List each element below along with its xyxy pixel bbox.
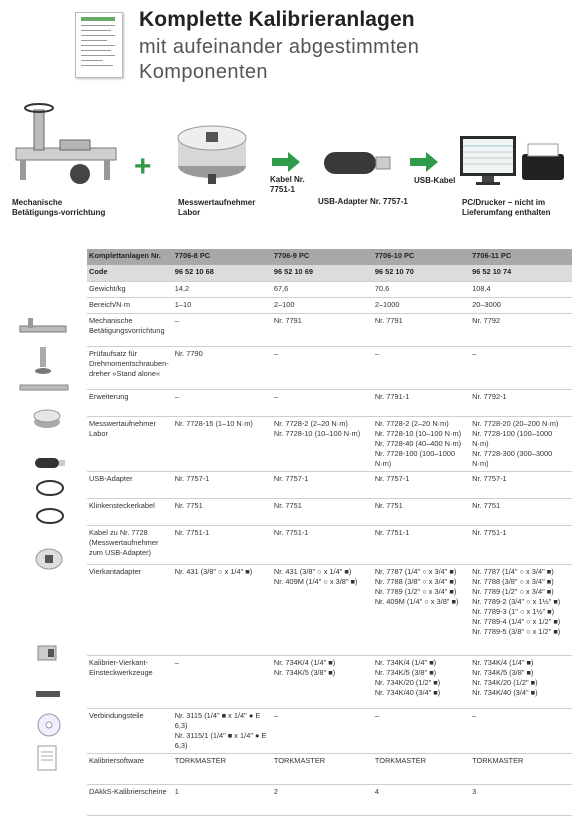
plus-icon: + (134, 150, 152, 183)
row-label: Vierkantadapter (87, 565, 173, 656)
row-cell: Nr. 7790 (173, 347, 272, 390)
row-cell: Nr. 431 (3/8" ○ x 1/4" ■) (173, 565, 272, 656)
cable-icon-2 (34, 506, 66, 526)
row-cell: – (173, 656, 272, 709)
row-cell: Nr. 7751 (173, 499, 272, 526)
adapter-icon (34, 546, 64, 572)
code-cell: 96 52 10 70 (373, 265, 470, 282)
table-row (87, 472, 572, 499)
row-cell: Nr. 7751-1 (373, 526, 470, 565)
header-cell: 7706-9 PC (272, 249, 373, 265)
row-cell: Nr. 7751-1 (470, 526, 572, 565)
label-pc: PC/Drucker – nicht im Lieferumfang enthalten (462, 198, 551, 217)
table-row (87, 390, 572, 417)
row-cell: Nr. 431 (3/8" ○ x 1/4" ■) Nr. 409M (1/4" ○ x 3/8" ■) (272, 565, 373, 656)
row-cell: TORKMASTER (470, 754, 572, 785)
page-subtitle-line1: mit aufeinander abgestimmten (139, 36, 420, 58)
transducer-row-icon (32, 406, 62, 432)
row-cell: Nr. 734K/4 (1/4" ■) Nr. 734K/5 (3/8" ■) Nr. 734K/20 (1/2" ■) Nr. 734K/40 (3/4" ■) (373, 656, 470, 709)
row-label: Bereich/N·m (87, 298, 173, 314)
row-cell: Nr. 7728-15 (1–10 N·m) (173, 417, 272, 472)
usb-adapter-icon (320, 148, 392, 178)
row-cell: Nr. 7728-2 (2–20 N·m) Nr. 7728-10 (10–100 N·m) Nr. 7728-40 (40–400 N·m) Nr. 7728-100 (100–1000 N·m) (373, 417, 470, 472)
row-cell: – (373, 709, 470, 754)
code-cell: 96 52 10 74 (470, 265, 572, 282)
row-label: Mechanische Betätigungsvorrichtung (87, 314, 173, 347)
fixture-icon (10, 100, 122, 190)
table-header-row (87, 249, 572, 265)
row-cell: TORKMASTER (272, 754, 373, 785)
transducer-icon (172, 118, 252, 190)
row-label: Prüfaufsatz für Drehmomentschrauben-dreher »Stand alone« (87, 347, 173, 390)
row-cell: 2–100 (272, 298, 373, 314)
table-row (87, 314, 572, 347)
row-cell: Nr. 7791-1 (373, 390, 470, 417)
header-cell: 7706-11 PC (470, 249, 572, 265)
header-cell: 7706-8 PC (173, 249, 272, 265)
row-cell: Nr. 7791 (272, 314, 373, 347)
label-usb-cable: USB-Kabel (414, 176, 456, 185)
extension-icon (18, 380, 70, 394)
table-row (87, 785, 572, 816)
table-row (87, 656, 572, 709)
table-row (87, 282, 572, 298)
row-cell: 67,6 (272, 282, 373, 298)
row-label: Verbindungsteile (87, 709, 173, 754)
torque-tester-icon (34, 345, 52, 375)
code-cell: 96 52 10 68 (173, 265, 272, 282)
row-cell: 1–10 (173, 298, 272, 314)
row-cell: Nr. 7751 (272, 499, 373, 526)
spec-table (87, 249, 572, 816)
row-cell: TORKMASTER (373, 754, 470, 785)
row-cell: Nr. 7757-1 (272, 472, 373, 499)
arrow-right-icon (272, 152, 300, 172)
insert-tool-icon (34, 640, 64, 666)
pc-printer-icon (458, 134, 570, 190)
row-cell: – (373, 347, 470, 390)
table-row (87, 526, 572, 565)
row-cell: – (173, 390, 272, 417)
bit-icon (34, 688, 64, 700)
label-transducer: Messwertaufnehmer Labor (178, 198, 256, 217)
row-cell: Nr. 734K/4 (1/4" ■) Nr. 734K/5 (3/8" ■) Nr. 734K/20 (1/2" ■) Nr. 734K/40 (3/4" ■) (470, 656, 572, 709)
row-cell: 2 (272, 785, 373, 816)
table-row (87, 709, 572, 754)
row-cell: 14,2 (173, 282, 272, 298)
header-cell: 7706-10 PC (373, 249, 470, 265)
row-cell: Nr. 7728-20 (20–200 N·m) Nr. 7728-100 (100–1000 N·m) Nr. 7728-300 (300–3000 N·m) (470, 417, 572, 472)
table-row (87, 499, 572, 526)
row-cell: 108,4 (470, 282, 572, 298)
row-label: Klinkensteckerkabel (87, 499, 173, 526)
row-cell: Nr. 7787 (1/4" ○ x 3/4" ■) Nr. 7788 (3/8" ○ x 3/4" ■) Nr. 7789 (1/2" ○ x 3/4" ■) Nr. 7789-2 (3/4" ○ x 1½" ■) Nr. 7789-3 (1" ○ x 1½" ■) Nr. 7789-4 (1/4" ○ x 1/2" ■) Nr. 7789-5 (3/8" ○ x 1/2" ■) (470, 565, 572, 656)
row-cell: 70,6 (373, 282, 470, 298)
table-row (87, 754, 572, 785)
row-cell: Nr. 7751 (470, 499, 572, 526)
row-cell: 4 (373, 785, 470, 816)
row-cell: 3 (470, 785, 572, 816)
row-cell: Nr. 7792 (470, 314, 572, 347)
row-cell: – (470, 347, 572, 390)
row-cell: Nr. 7751-1 (173, 526, 272, 565)
label-cable: Kabel Nr. 7751-1 (270, 175, 305, 194)
software-disc-icon (36, 712, 62, 738)
row-cell: 1 (173, 785, 272, 816)
table-row (87, 417, 572, 472)
row-cell: Nr. 7757-1 (373, 472, 470, 499)
row-cell: Nr. 7757-1 (173, 472, 272, 499)
row-cell: Nr. 734K/4 (1/4" ■) Nr. 734K/5 (3/8" ■) (272, 656, 373, 709)
row-cell: Nr. 7751 (373, 499, 470, 526)
header-cell: Komplettanlagen Nr. (87, 249, 173, 265)
row-label: Kabel zu Nr. 7728 (Messwertaufnehmer zum USB-Adapter) (87, 526, 173, 565)
row-cell: Nr. 7757-1 (470, 472, 572, 499)
table-row (87, 347, 572, 390)
row-label: Erweiterung (87, 390, 173, 417)
code-cell: Code (87, 265, 173, 282)
row-cell: Nr. 7751-1 (272, 526, 373, 565)
row-cell: 2–1000 (373, 298, 470, 314)
row-cell: Nr. 7791 (373, 314, 470, 347)
row-cell: Nr. 7787 (1/4" ○ x 3/4" ■) Nr. 7788 (3/8" ○ x 3/4" ■) Nr. 7789 (1/2" ○ x 3/4" ■) Nr. 409M (1/4" ○ x 3/8" ■) (373, 565, 470, 656)
row-label: DAkkS-Kalibrierscheine (87, 785, 173, 816)
row-label: Gewicht/kg (87, 282, 173, 298)
row-cell: – (272, 709, 373, 754)
label-usb-adapter: USB-Adapter Nr. 7757-1 (318, 197, 408, 206)
label-mechanical: Mechanische Betätigungs-vorrichtung (12, 198, 106, 217)
row-label: USB-Adapter (87, 472, 173, 499)
certificate-document-icon (75, 12, 123, 78)
certificate-row-icon (36, 744, 58, 772)
row-cell: Nr. 7792-1 (470, 390, 572, 417)
row-cell: TORKMASTER (173, 754, 272, 785)
cable-icon (34, 478, 66, 498)
table-row (87, 298, 572, 314)
code-cell: 96 52 10 69 (272, 265, 373, 282)
row-cell: 20–3000 (470, 298, 572, 314)
row-cell: – (272, 390, 373, 417)
row-label: Kalibrier-Vierkant-Einsteckwerkzeuge (87, 656, 173, 709)
row-label: Kalibriersoftware (87, 754, 173, 785)
row-label: Messwertaufnehmer Labor (87, 417, 173, 472)
row-cell: – (272, 347, 373, 390)
row-cell: – (173, 314, 272, 347)
fixture-row-icon (18, 316, 68, 338)
row-cell: Nr. 7728-2 (2–20 N·m) Nr. 7728-10 (10–100 N·m) (272, 417, 373, 472)
table-code-row (87, 265, 572, 282)
row-cell: Nr. 3115 (1/4" ■ x 1/4" ● E 6,3) Nr. 3115/1 (1/4" ■ x 1/4" ● E 6,3) (173, 709, 272, 754)
table-row (87, 565, 572, 656)
row-cell: – (470, 709, 572, 754)
arrow-right-icon-2 (410, 152, 438, 172)
page-title: Komplette Kalibrieranlagen (139, 8, 415, 31)
page-subtitle-line2: Komponenten (139, 61, 268, 83)
usb-row-icon (34, 456, 66, 470)
